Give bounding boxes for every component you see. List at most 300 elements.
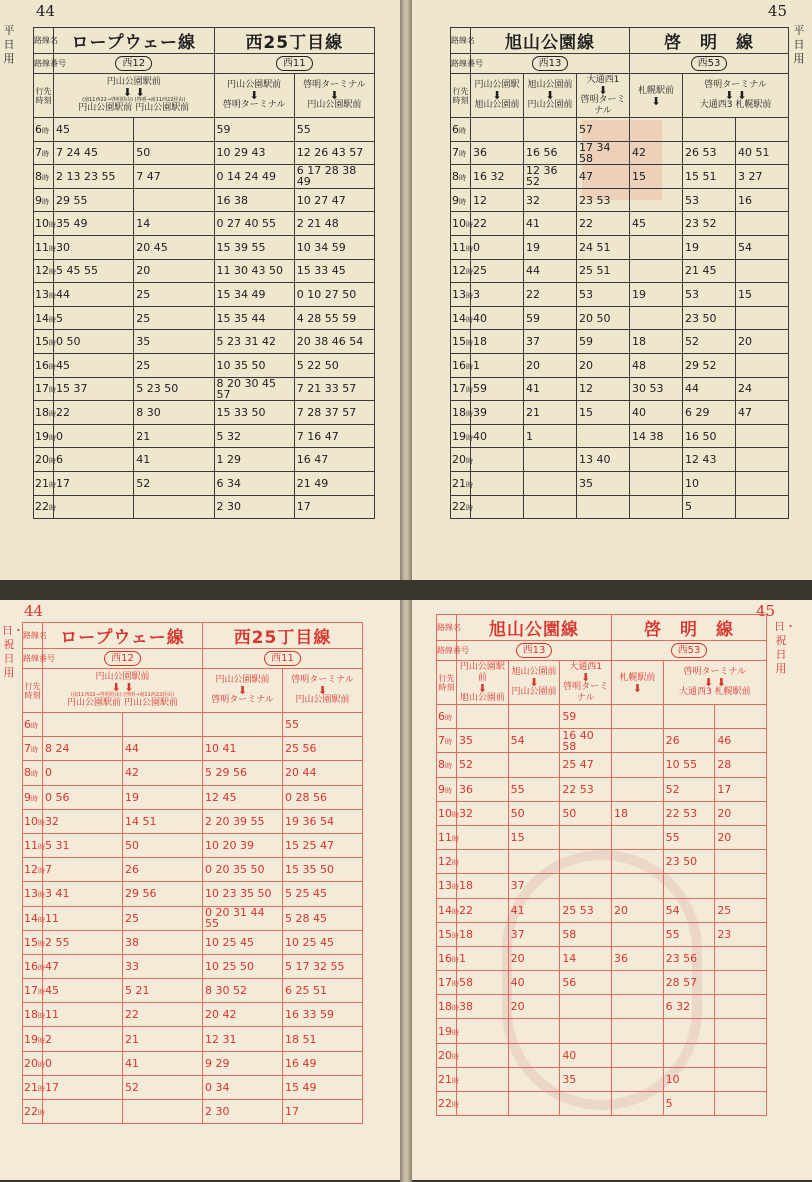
minutes-cell: [457, 1019, 509, 1043]
minutes-cell: 14 38: [630, 424, 683, 448]
minutes-cell: 47: [577, 165, 630, 189]
hour-value: 17: [24, 984, 38, 998]
minutes-cell: 19: [524, 235, 577, 259]
minutes-cell: [736, 495, 789, 519]
minutes-cell: [630, 448, 683, 472]
hour-row: [34, 401, 375, 425]
line-name: 啓 明 線: [630, 28, 789, 54]
minutes-cell: [612, 1092, 664, 1116]
minutes-cell: 40: [560, 1043, 612, 1067]
minutes-cell: 54: [736, 235, 789, 259]
hour-value: 8: [35, 169, 42, 183]
hour-value: 20: [35, 453, 49, 467]
minutes-cell: 35 49: [54, 212, 134, 236]
minutes-cell: [560, 874, 612, 898]
minutes-cell: [524, 471, 577, 495]
hour-suffix: 時: [49, 315, 56, 324]
timetable: [450, 27, 789, 519]
hour-value: 21: [452, 476, 466, 490]
hour-cell: [23, 761, 43, 785]
minutes-cell: 19: [630, 283, 683, 307]
minutes-cell: 29 52: [683, 353, 736, 377]
destination: 旭山公園前: [527, 80, 573, 90]
hour-row: [451, 306, 789, 330]
sub-destination: 円山公園前: [527, 100, 573, 110]
minutes-cell: 11: [43, 1003, 123, 1027]
hour-suffix: 時: [31, 722, 38, 731]
minutes-cell: 16 49: [283, 1051, 363, 1075]
hour-row: [451, 495, 789, 519]
minutes-cell: 10 35 50: [214, 353, 294, 377]
minutes-cell: 41: [524, 377, 577, 401]
hour-cell: [34, 401, 54, 425]
hour-cell: [437, 1067, 457, 1091]
minutes-cell: [123, 1100, 203, 1124]
label-destination: 行先: [35, 86, 52, 96]
hour-value: 6: [35, 122, 42, 136]
minutes-cell: [134, 495, 214, 519]
arrow-down-icon: ⬇: [581, 670, 591, 684]
side-label: 日・祝日用: [774, 620, 796, 675]
hour-value: 17: [35, 382, 49, 396]
minutes-cell: 33: [123, 954, 203, 978]
minutes-cell: [508, 1092, 560, 1116]
minutes-cell: [134, 188, 214, 212]
hour-row: [23, 761, 363, 785]
route-code-badge: 西13: [516, 643, 553, 658]
hour-value: 7: [438, 734, 445, 748]
minutes-cell: [457, 1067, 509, 1091]
minutes-cell: [663, 1043, 715, 1067]
hour-suffix: 時: [452, 1052, 459, 1061]
hour-value: 6: [452, 122, 459, 136]
arrow-down-icon: ⬇ ⬇: [111, 681, 134, 694]
minutes-cell: [471, 448, 524, 472]
hour-row: [437, 874, 767, 898]
minutes-cell: 24 51: [577, 235, 630, 259]
minutes-cell: [508, 1067, 560, 1091]
minutes-cell: 10 41: [203, 737, 283, 761]
minutes-cell: 21: [524, 401, 577, 425]
destination: 旭山公園前: [511, 667, 557, 677]
hour-value: 10: [24, 814, 38, 828]
minutes-cell: 22: [524, 283, 577, 307]
sub-destination: 旭山公園前: [474, 100, 520, 110]
hour-cell: [437, 898, 457, 922]
hour-cell: [451, 401, 471, 425]
minutes-cell: [736, 259, 789, 283]
hour-value: 8: [452, 169, 459, 183]
hour-suffix: 時: [466, 362, 473, 371]
minutes-cell: 15: [577, 401, 630, 425]
minutes-cell: 47: [43, 954, 123, 978]
minutes-cell: [630, 306, 683, 330]
minutes-cell: 7 21 33 57: [294, 377, 374, 401]
minutes-cell: 0 20 31 44 55: [203, 906, 283, 930]
minutes-cell: 59: [560, 705, 612, 729]
label-route-number: 路線番号: [451, 54, 471, 74]
minutes-cell: 9 29: [203, 1051, 283, 1075]
minutes-cell: 6 32: [663, 995, 715, 1019]
minutes-cell: 36: [471, 141, 524, 165]
hour-suffix: 時: [49, 457, 56, 466]
minutes-cell: 14: [560, 946, 612, 970]
hour-cell: [23, 858, 43, 882]
label-time: 時刻: [35, 95, 52, 105]
hour-value: 13: [452, 287, 466, 301]
hour-row: [34, 471, 375, 495]
minutes-cell: [736, 471, 789, 495]
minutes-cell: [715, 1092, 767, 1116]
minutes-cell: 6 25 51: [283, 979, 363, 1003]
destination-header: [560, 661, 612, 705]
minutes-cell: [560, 995, 612, 1019]
hour-suffix: 時: [31, 746, 38, 755]
minutes-cell: 25: [134, 306, 214, 330]
hour-row: [437, 705, 767, 729]
hour-suffix: 時: [466, 409, 473, 418]
minutes-cell: 6 17 28 38 49: [294, 165, 374, 189]
hour-cell: [23, 1075, 43, 1099]
arrow-down-icon: ⬇: [529, 676, 539, 689]
destination: 啓明ターミナル: [704, 80, 767, 90]
route-code: [203, 649, 363, 669]
hour-value: 22: [452, 500, 466, 514]
minutes-cell: 22: [457, 898, 509, 922]
hour-cell: [437, 995, 457, 1019]
minutes-cell: [612, 753, 664, 777]
hour-suffix: 時: [466, 315, 473, 324]
hour-suffix: 時: [38, 988, 45, 997]
minutes-cell: 20: [715, 801, 767, 825]
line-name: 啓 明 線: [612, 615, 767, 641]
minutes-cell: [457, 850, 509, 874]
hour-row: [451, 259, 789, 283]
hour-value: 13: [24, 887, 38, 901]
hour-row: [23, 858, 363, 882]
minutes-cell: 35: [577, 471, 630, 495]
minutes-cell: 5 29 56: [203, 761, 283, 785]
minutes-cell: [612, 1043, 664, 1067]
route-code-badge: 西11: [276, 56, 313, 71]
hour-row: [23, 1051, 363, 1075]
label-dest-time: [451, 74, 471, 118]
hour-value: 12: [452, 264, 466, 278]
label-destination: 行先: [438, 673, 455, 683]
hour-cell: [437, 922, 457, 946]
hour-cell: [23, 833, 43, 857]
destination-header: [43, 669, 203, 713]
hour-cell: [34, 448, 54, 472]
hour-cell: [437, 801, 457, 825]
hour-row: [23, 809, 363, 833]
via-note: (啓明→南11西22経由): [123, 692, 175, 698]
minutes-cell: 29 56: [123, 882, 203, 906]
hour-row: [34, 165, 375, 189]
minutes-cell: [577, 495, 630, 519]
minutes-cell: 18 51: [283, 1027, 363, 1051]
minutes-cell: 40: [630, 401, 683, 425]
hour-row: [451, 165, 789, 189]
minutes-cell: 5: [54, 306, 134, 330]
minutes-cell: 58: [457, 971, 509, 995]
label-route: 路線名: [23, 623, 43, 649]
hour-row: [23, 954, 363, 978]
hour-suffix: 時: [49, 291, 56, 300]
minutes-cell: 1: [471, 353, 524, 377]
minutes-cell: 13 40: [577, 448, 630, 472]
minutes-cell: 22: [471, 212, 524, 236]
minutes-cell: 44: [54, 283, 134, 307]
minutes-cell: 6 34: [214, 471, 294, 495]
hour-cell: [23, 979, 43, 1003]
hour-row: [437, 729, 767, 753]
minutes-cell: 20: [736, 330, 789, 354]
minutes-cell: [612, 729, 664, 753]
hour-value: 22: [35, 500, 49, 514]
minutes-cell: 5 23 31 42: [214, 330, 294, 354]
minutes-cell: 53: [577, 283, 630, 307]
hour-value: 10: [438, 806, 452, 820]
minutes-cell: 25: [715, 898, 767, 922]
destination-header: [54, 74, 215, 118]
hour-value: 19: [438, 1024, 452, 1038]
minutes-cell: 18: [612, 801, 664, 825]
hour-value: 12: [438, 855, 452, 869]
hour-suffix: 時: [38, 939, 45, 948]
hour-value: 9: [35, 193, 42, 207]
route-code-badge: 西53: [671, 643, 708, 658]
minutes-cell: 10: [663, 1067, 715, 1091]
minutes-cell: 0 28 56: [283, 785, 363, 809]
minutes-cell: 53: [683, 283, 736, 307]
minutes-cell: 2 13 23 55: [54, 165, 134, 189]
minutes-cell: 16 56: [524, 141, 577, 165]
minutes-cell: 22: [577, 212, 630, 236]
minutes-cell: 52: [683, 330, 736, 354]
hour-value: 6: [438, 710, 445, 724]
sub-destination: 大通西3: [679, 687, 712, 697]
hour-cell: [451, 495, 471, 519]
hour-value: 13: [438, 879, 452, 893]
minutes-cell: 50: [134, 141, 214, 165]
minutes-cell: 45: [54, 353, 134, 377]
route-code: [612, 641, 767, 661]
minutes-cell: 20: [612, 898, 664, 922]
hour-value: 11: [452, 240, 466, 254]
minutes-cell: 1: [457, 946, 509, 970]
minutes-cell: 20: [134, 259, 214, 283]
minutes-cell: [630, 118, 683, 142]
hour-suffix: 時: [452, 1004, 459, 1013]
minutes-cell: [134, 118, 214, 142]
minutes-cell: [560, 1019, 612, 1043]
minutes-cell: [508, 850, 560, 874]
hour-cell: [23, 1003, 43, 1027]
sub-destination: 旭山公園前: [459, 692, 505, 703]
minutes-cell: 15: [736, 283, 789, 307]
destination-header: [683, 74, 789, 118]
hour-cell: [34, 212, 54, 236]
hour-cell: [23, 882, 43, 906]
destination: 啓明ターミナル: [291, 675, 354, 685]
destination-header: [663, 661, 766, 705]
hour-value: 18: [438, 1000, 452, 1014]
line-name: ロープウェー線: [54, 28, 215, 54]
minutes-cell: 59: [471, 377, 524, 401]
minutes-cell: [715, 705, 767, 729]
hour-row: [451, 448, 789, 472]
minutes-cell: 10 25 50: [203, 954, 283, 978]
hour-value: 20: [452, 453, 466, 467]
minutes-cell: 53: [683, 188, 736, 212]
minutes-cell: 0 20 35 50: [203, 858, 283, 882]
minutes-cell: [560, 825, 612, 849]
minutes-cell: 20: [524, 353, 577, 377]
minutes-cell: 0: [471, 235, 524, 259]
hour-cell: [451, 353, 471, 377]
minutes-cell: 55: [663, 922, 715, 946]
hour-cell: [437, 971, 457, 995]
hour-cell: [451, 118, 471, 142]
hour-row: [34, 141, 375, 165]
minutes-cell: 17: [43, 1075, 123, 1099]
hour-suffix: 時: [452, 907, 459, 916]
minutes-cell: 56: [560, 971, 612, 995]
destination-header: [524, 74, 577, 118]
destination: 円山公園駅前: [227, 80, 282, 90]
hour-suffix: 時: [466, 291, 473, 300]
minutes-cell: 23 50: [683, 306, 736, 330]
via-note: (南11西22→啓明経由): [82, 97, 133, 103]
minutes-cell: 40: [471, 424, 524, 448]
page-number: 45: [756, 602, 776, 620]
hour-suffix: 時: [42, 126, 49, 135]
minutes-cell: 45: [43, 979, 123, 1003]
hour-cell: [451, 330, 471, 354]
hour-cell: [437, 946, 457, 970]
destination-header: [508, 661, 560, 705]
destination: 啓明ターミナル: [683, 667, 747, 677]
hour-suffix: 時: [452, 810, 459, 819]
minutes-cell: 16 38: [214, 188, 294, 212]
via-note: (南11西22→啓明経由): [70, 692, 122, 698]
minutes-cell: 10 23 35 50: [203, 882, 283, 906]
hour-value: 9: [24, 790, 31, 804]
hour-row: [34, 448, 375, 472]
minutes-cell: 20 45: [134, 235, 214, 259]
hour-cell: [437, 1043, 457, 1067]
hour-value: 19: [24, 1032, 38, 1046]
hour-suffix: 時: [452, 859, 459, 868]
hour-suffix: 時: [49, 480, 56, 489]
hour-row: [451, 118, 789, 142]
minutes-cell: 12 31: [203, 1027, 283, 1051]
hour-value: 9: [452, 193, 459, 207]
hour-suffix: 時: [466, 221, 473, 230]
hour-row: [34, 212, 375, 236]
hour-suffix: 時: [49, 268, 56, 277]
hour-row: [451, 141, 789, 165]
minutes-cell: 24: [736, 377, 789, 401]
minutes-cell: 5 45 55: [54, 259, 134, 283]
minutes-cell: 22: [54, 401, 134, 425]
hour-cell: [34, 259, 54, 283]
minutes-cell: 36: [457, 777, 509, 801]
minutes-cell: [736, 424, 789, 448]
minutes-cell: 5: [663, 1092, 715, 1116]
hour-row: [451, 188, 789, 212]
minutes-cell: 30: [54, 235, 134, 259]
minutes-cell: 5 17 32 55: [283, 954, 363, 978]
minutes-cell: [508, 753, 560, 777]
timetable: [22, 622, 363, 1124]
hour-value: 11: [438, 831, 452, 845]
hour-row: [34, 259, 375, 283]
minutes-cell: [612, 705, 664, 729]
page-bottom-left: [0, 600, 400, 1180]
minutes-cell: 40: [471, 306, 524, 330]
minutes-cell: 18: [457, 922, 509, 946]
minutes-cell: 59: [524, 306, 577, 330]
minutes-cell: 15 33 45: [294, 259, 374, 283]
minutes-cell: 7: [43, 858, 123, 882]
minutes-cell: 41: [123, 1051, 203, 1075]
hour-value: 16: [35, 358, 49, 372]
destination: 円山公園駅前: [106, 77, 161, 87]
hour-suffix: 時: [38, 1060, 45, 1069]
minutes-cell: 15: [630, 165, 683, 189]
hour-cell: [23, 1051, 43, 1075]
hour-row: [437, 898, 767, 922]
minutes-cell: 2 55: [43, 930, 123, 954]
hour-row: [451, 235, 789, 259]
minutes-cell: [612, 1019, 664, 1043]
destination-header: [294, 74, 374, 118]
hour-suffix: 時: [466, 504, 473, 513]
minutes-cell: 44: [123, 737, 203, 761]
hour-value: 11: [35, 240, 49, 254]
minutes-cell: 14 51: [123, 809, 203, 833]
minutes-cell: 0 27 40 55: [214, 212, 294, 236]
hour-cell: [34, 118, 54, 142]
minutes-cell: 15 35 44: [214, 306, 294, 330]
minutes-cell: [663, 705, 715, 729]
minutes-cell: 10 34 59: [294, 235, 374, 259]
minutes-cell: [663, 874, 715, 898]
hour-suffix: 時: [38, 843, 45, 852]
arrow-down-icon: ⬇: [598, 83, 608, 97]
minutes-cell: 38: [123, 930, 203, 954]
destination-header: [471, 74, 524, 118]
minutes-cell: 8 30 52: [203, 979, 283, 1003]
minutes-cell: [715, 1067, 767, 1091]
minutes-cell: 39: [471, 401, 524, 425]
hour-row: [437, 850, 767, 874]
hour-cell: [23, 785, 43, 809]
hour-row: [23, 737, 363, 761]
minutes-cell: 17: [54, 471, 134, 495]
minutes-cell: 0: [54, 424, 134, 448]
hour-cell: [437, 1019, 457, 1043]
minutes-cell: 3 41: [43, 882, 123, 906]
minutes-cell: 25 53: [560, 898, 612, 922]
label-route: 路線名: [34, 28, 54, 54]
minutes-cell: 16 33 59: [283, 1003, 363, 1027]
minutes-cell: 6 29: [683, 401, 736, 425]
route-code: [43, 649, 203, 669]
minutes-cell: 0 34: [203, 1075, 283, 1099]
